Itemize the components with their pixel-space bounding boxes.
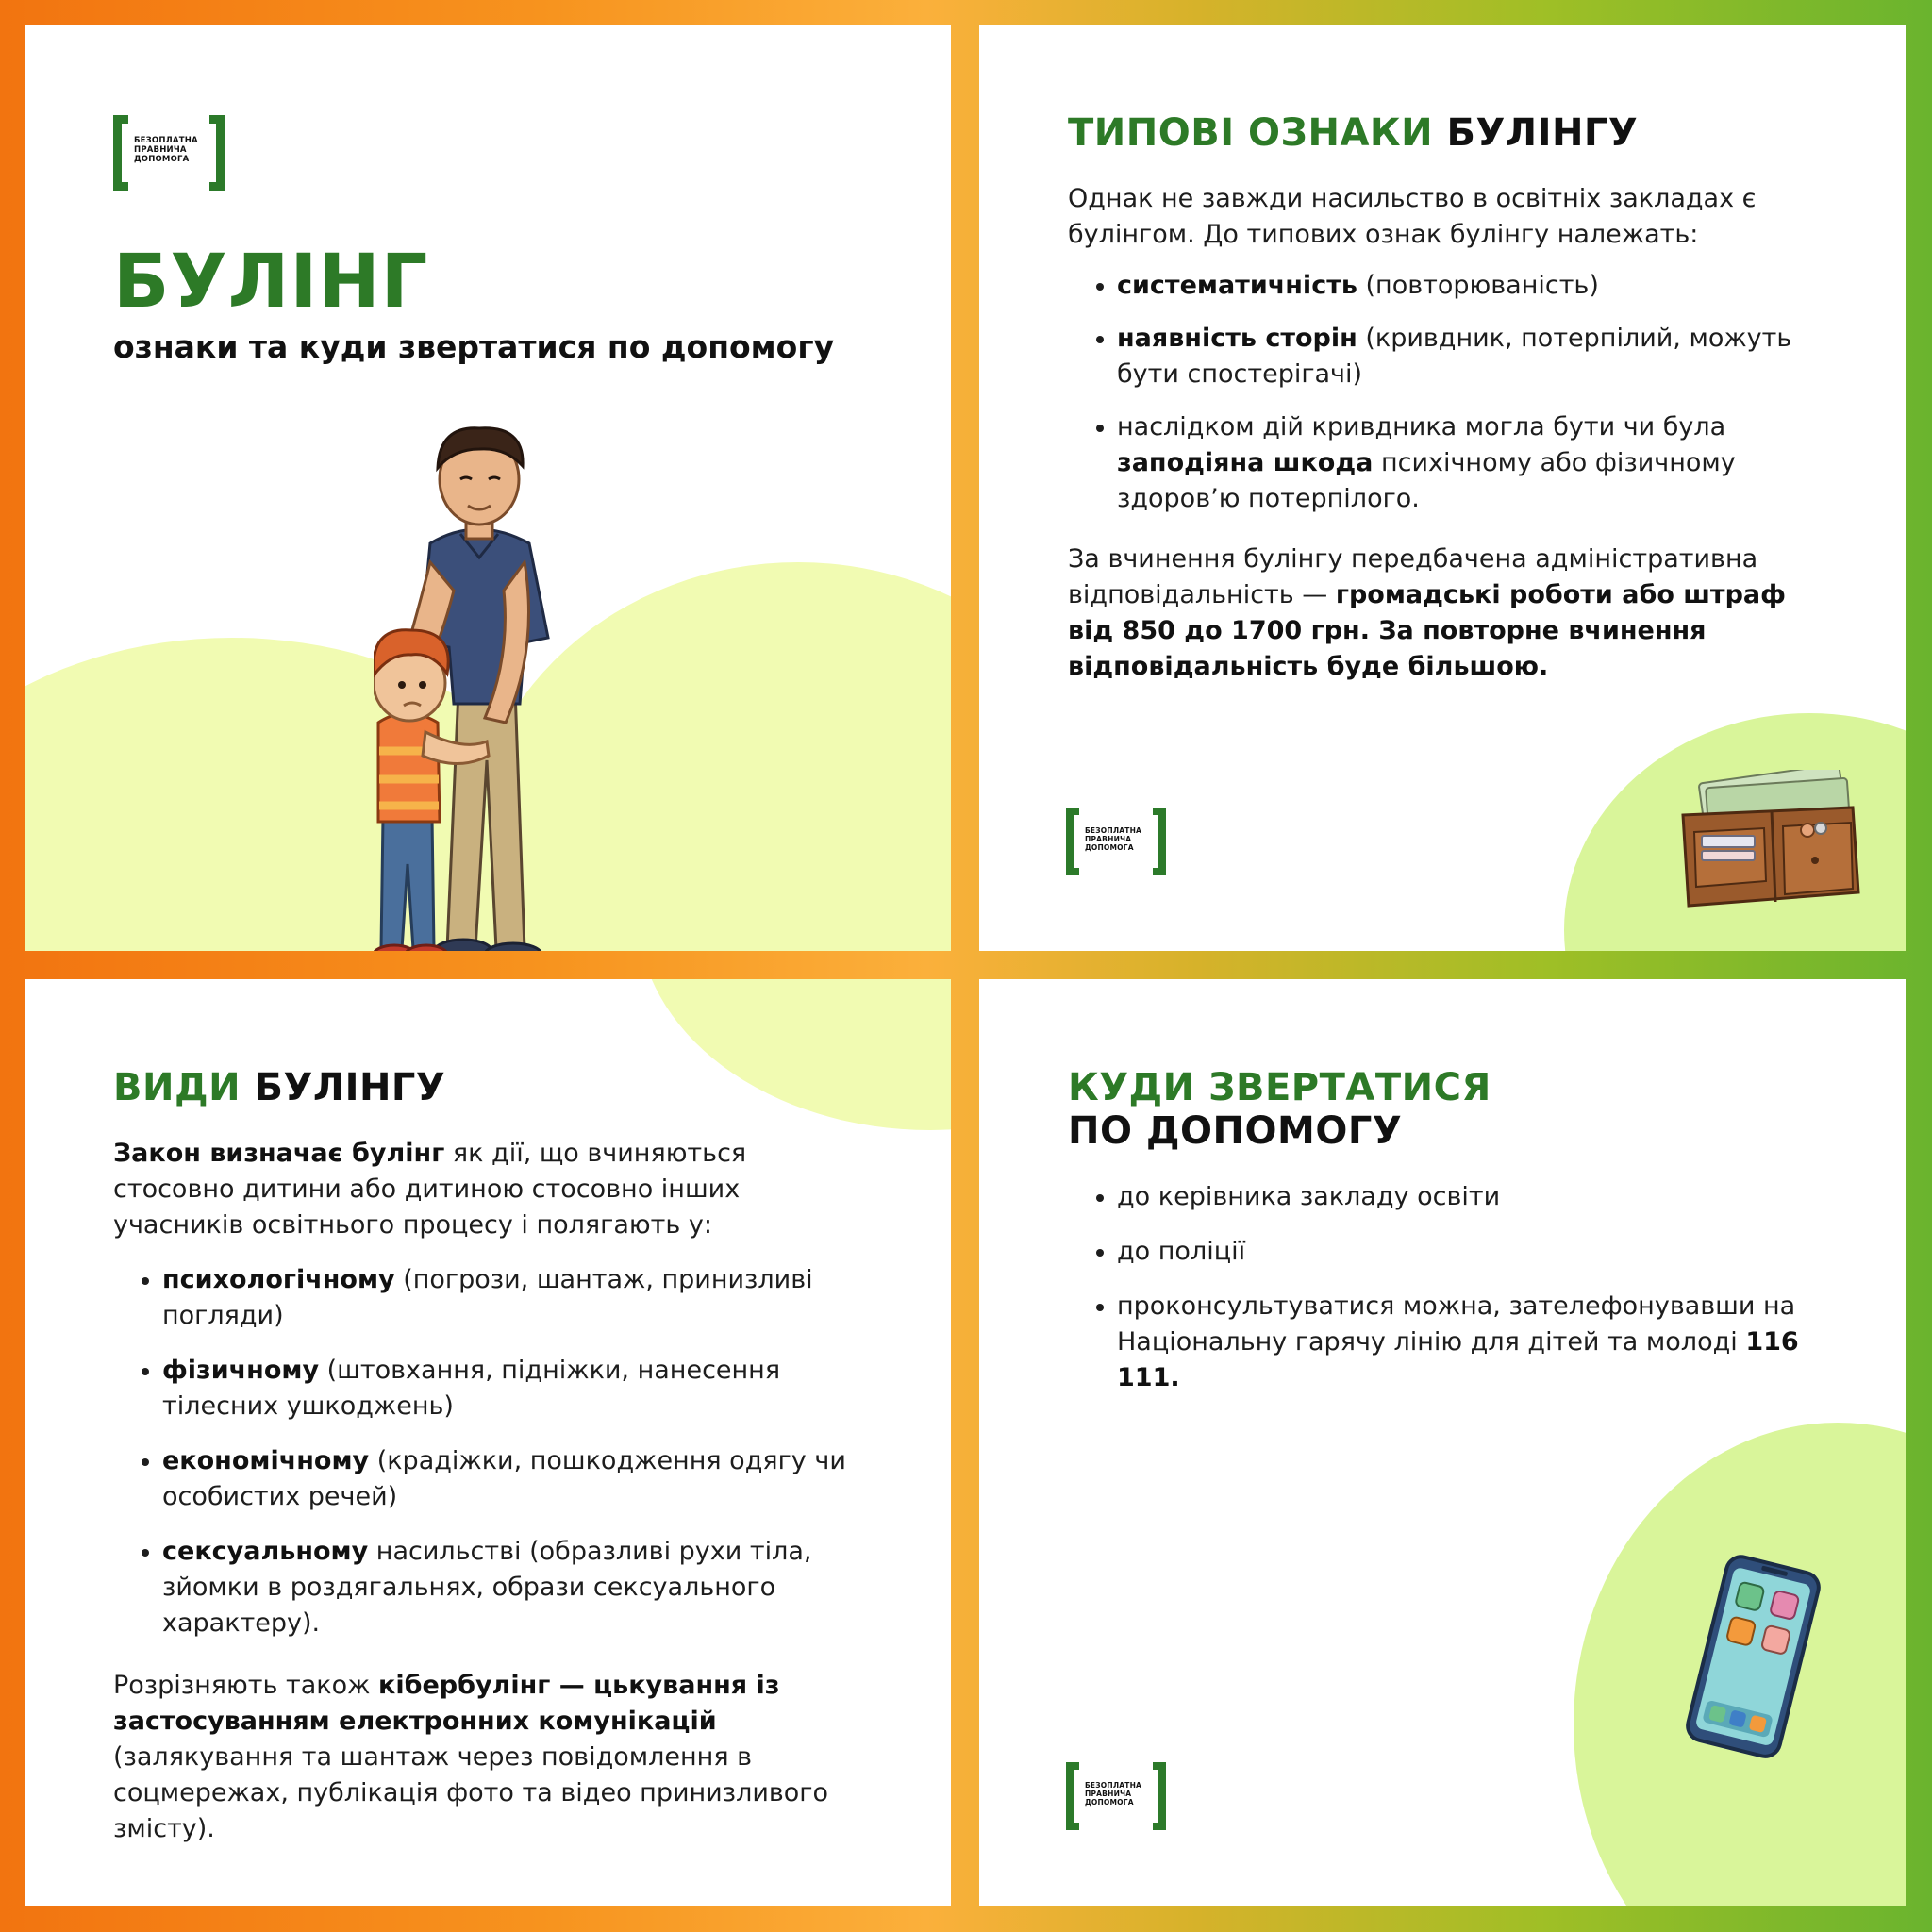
item-text: проконсультуватися можна, зателефонувавши на Національну гарячу лінію для дітей та молоді [1117,1291,1796,1357]
item-bold: фізичному [162,1356,320,1385]
types-list [113,1262,875,1641]
liability-paragraph [1068,541,1830,685]
liability-text: За вчинення булінгу передбачена адміністративна відповідальність — [1068,544,1758,609]
logo-line: БЕЗОПЛАТНА [134,136,198,145]
signs-list [1068,268,1830,517]
logo-line: БЕЗОПЛАТНА [1085,1781,1142,1790]
panel-where-to-seek-help [979,979,1906,1906]
cyberbullying-paragraph [113,1668,875,1847]
brand-logo [113,115,225,191]
list-item [1068,321,1830,392]
brand-logo [1066,1762,1166,1830]
item-bold: заподіяна шкода [1117,448,1374,477]
smartphone-illustration [1668,1555,1838,1762]
item-bold: економічному [162,1446,370,1475]
logo-bracket-left [1066,808,1079,875]
item-text: наслідком дій кривдника могла бути чи була [1117,412,1726,441]
logo-text [134,136,209,164]
panel-typical-signs [979,25,1906,951]
logo-bracket-left [1066,1762,1079,1830]
heading-green-part: КУДИ ЗВЕРТАТИСЯ [1068,1066,1491,1109]
logo-line: ДОПОМОГА [134,155,190,164]
heading-green-part: ТИПОВІ ОЗНАКИ [1068,111,1434,155]
list-item [1068,1289,1830,1396]
list-item [113,1353,875,1424]
logo-line: ПРАВНИЧА [1085,1790,1132,1798]
item-text: (повторюваність) [1357,271,1599,300]
list-item [1068,1179,1830,1215]
page-title: БУЛІНГ [113,240,429,325]
liability-bold: громадські роботи або штраф від 850 до 1700 грн. За повторне вчинення відповідальність буде більшою. [1068,580,1786,681]
hotline-number: 116 111. [1117,1327,1799,1392]
help-list [1068,1179,1830,1396]
logo-line: ДОПОМОГА [1085,1798,1134,1807]
section-heading [113,1066,875,1109]
wallet-illustration [1674,770,1862,911]
item-text: до поліції [1117,1237,1246,1266]
intro-text: як дії, що вчиняються стосовно дитини або дитиною стосовно інших учасників освітнього процесу і полягають у: [113,1139,747,1240]
logo-line: ПРАВНИЧА [134,145,187,155]
section-heading [1068,111,1830,155]
list-item [113,1262,875,1334]
section-heading [1068,1066,1830,1153]
logo-bracket-left [113,115,128,191]
item-text: насильстві (образливі рухи тіла, зйомки в роздягальнях, образи сексуального характеру). [162,1537,812,1638]
list-item [113,1443,875,1515]
intro-bold: Закон визначає булінг [113,1139,445,1168]
logo-text [1085,826,1160,852]
item-text: (крадіжки, пошкодження одягу чи особистих речей) [162,1446,846,1511]
brand-logo [1066,808,1166,875]
item-text: (погрози, шантаж, принизливі погляди) [162,1265,813,1330]
item-bold: наявність сторін [1117,324,1357,353]
item-text: до керівника закладу освіти [1117,1182,1501,1211]
logo-line: БЕЗОПЛАТНА [1085,826,1142,835]
intro-paragraph [113,1136,875,1243]
cyber-text: (залякування та шантаж через повідомлення в соцмережах, публікація фото та відео принизливого змісту). [113,1742,829,1843]
item-bold: систематичність [1117,271,1357,300]
item-text: (штовхання, підніжки, нанесення тілесних ушкоджень) [162,1356,781,1421]
list-item [1068,1234,1830,1270]
heading-green-part: ВИДИ [113,1066,242,1109]
logo-line: ПРАВНИЧА [1085,835,1132,843]
cyber-bold: кібербулінг — цькування із застосуванням електронних комунікацій [113,1671,780,1736]
heading-dark-part: ПО ДОПОМОГУ [1068,1109,1403,1153]
item-text: (кривдник, потерпілий, можуть бути спостерігачі) [1117,324,1792,389]
father-son-illustration [374,421,619,951]
panel-bullying-types [25,979,951,1906]
cyber-text: Розрізняють також [113,1671,379,1700]
page-subtitle: ознаки та куди звертатися по допомогу [113,328,835,365]
logo-text [1085,1781,1160,1807]
item-bold: сексуальному [162,1537,369,1566]
list-item [1068,268,1830,304]
list-item [1068,409,1830,517]
panel-bullying-title [25,25,951,951]
heading-dark-part: БУЛІНГУ [254,1066,446,1109]
item-text: психічному або фізичному здоров’ю потерпілого. [1117,448,1736,513]
logo-line: ДОПОМОГА [1085,843,1134,852]
list-item [113,1534,875,1641]
logo-bracket-right [209,115,225,191]
item-bold: психологічному [162,1265,395,1294]
intro-paragraph: Однак не завжди насильство в освітніх закладах є булінгом. До типових ознак булінгу належать: [1068,184,1757,249]
heading-dark-part: БУЛІНГУ [1446,111,1639,155]
